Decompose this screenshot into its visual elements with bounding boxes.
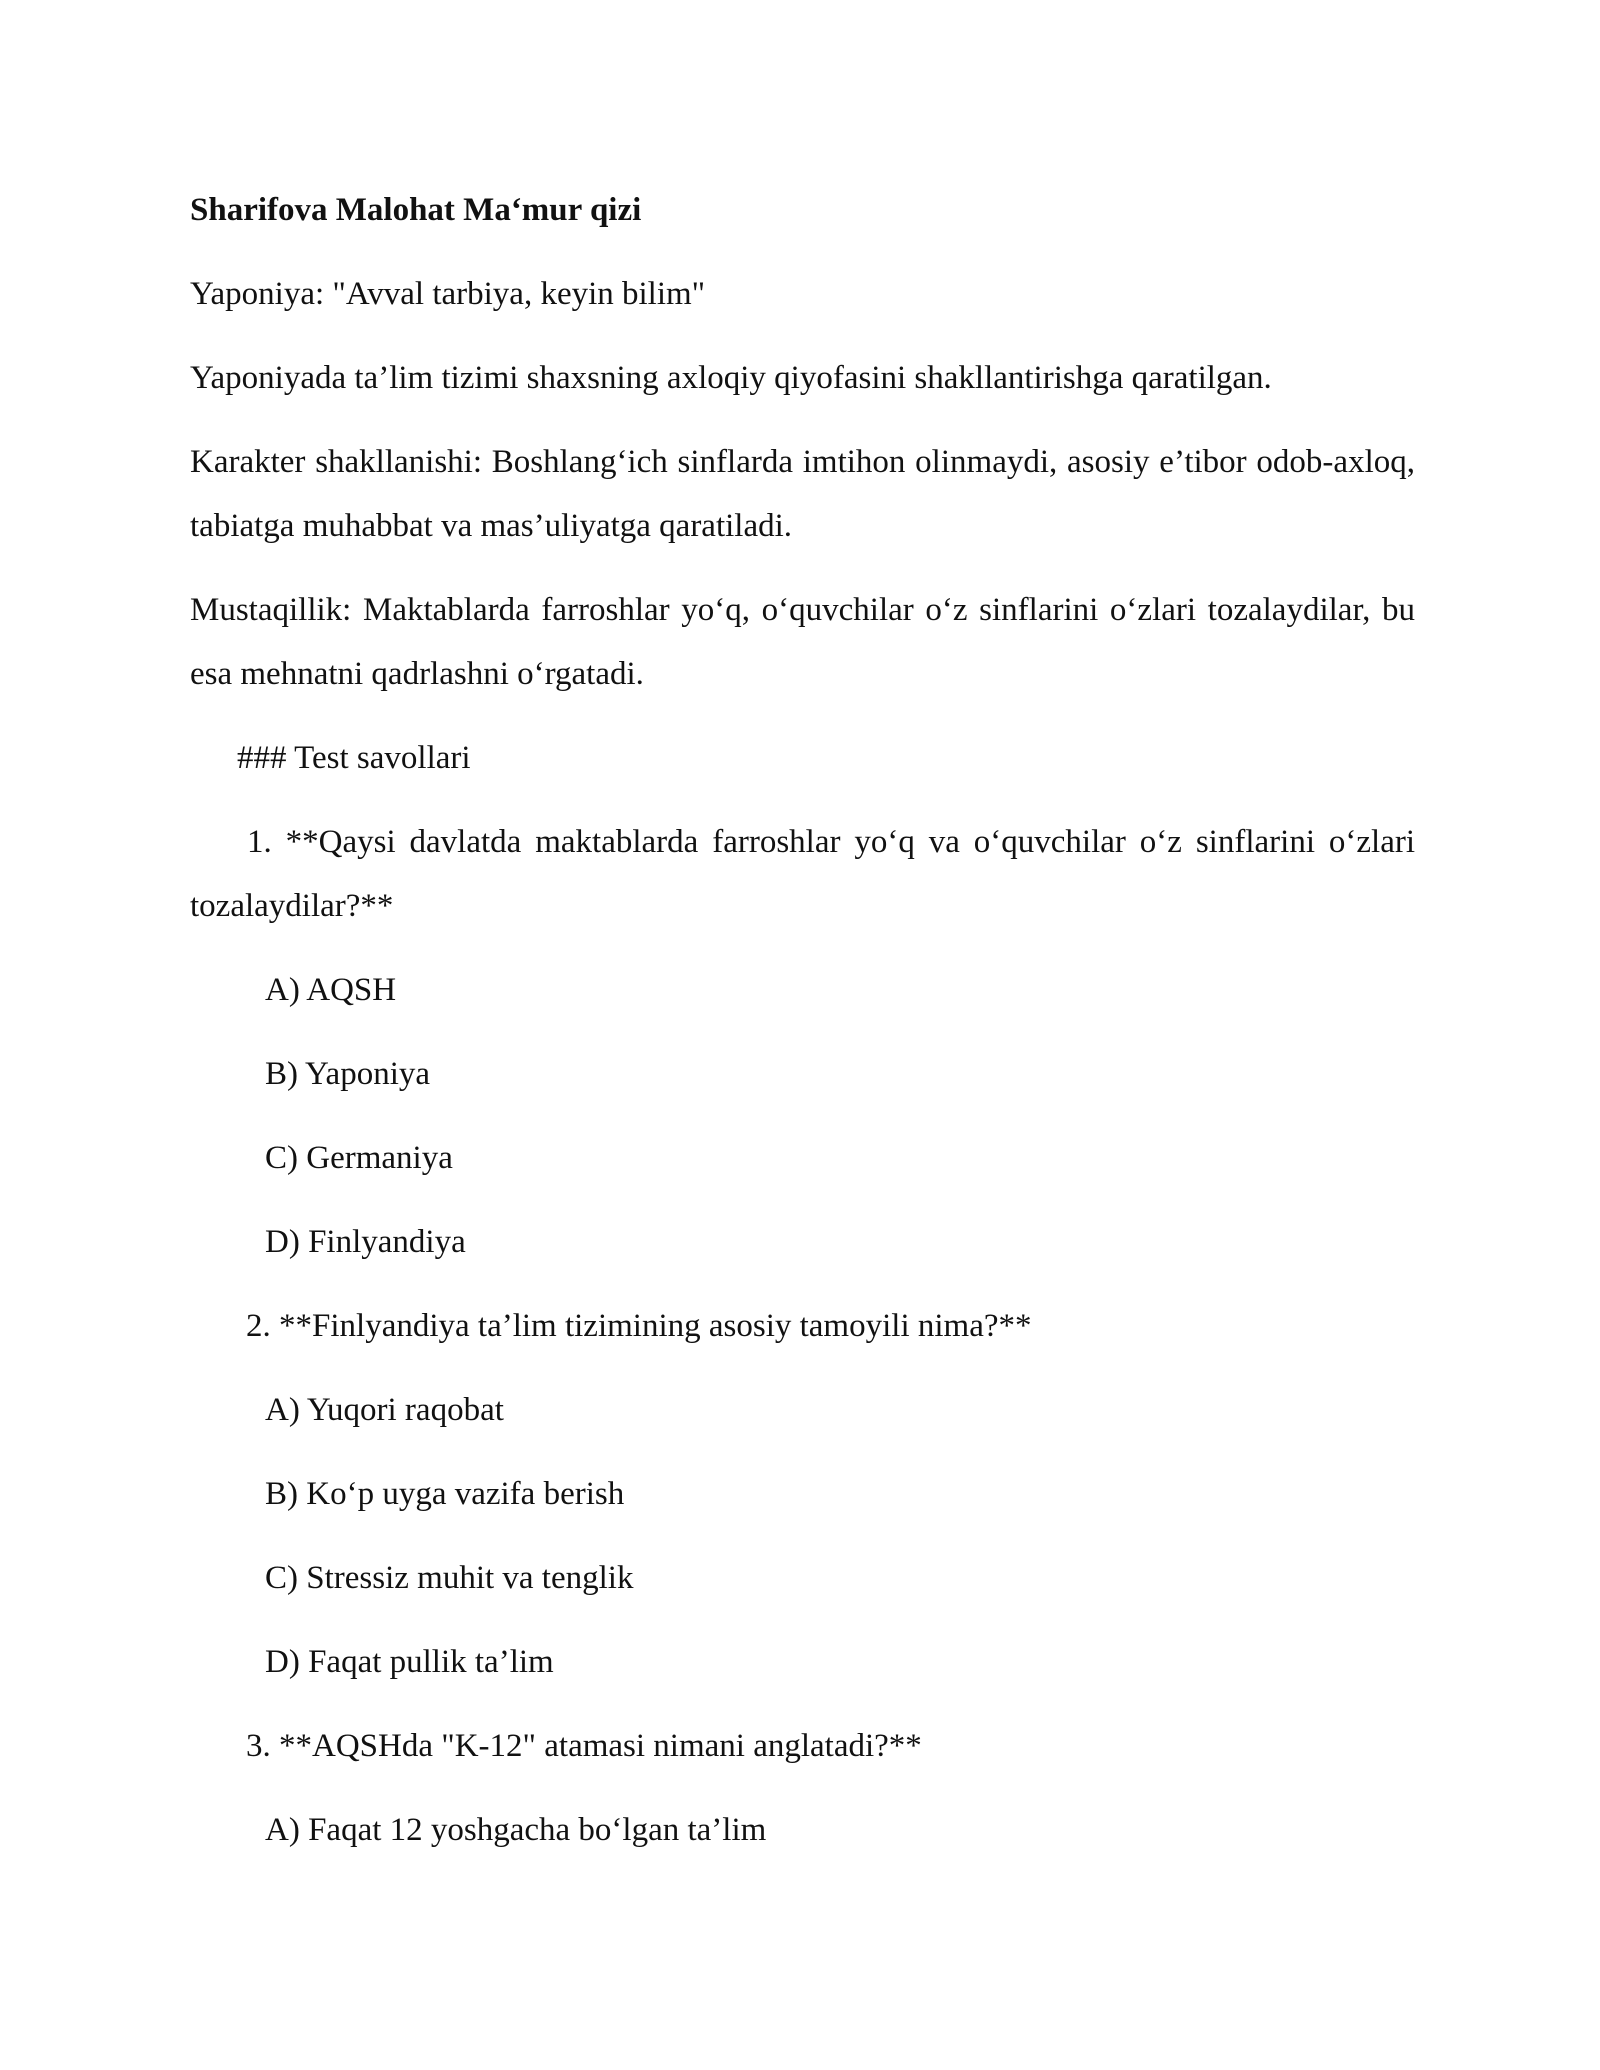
question-1-option-b: B) Yaponiya (265, 1056, 431, 1092)
question-1: 1. **Qaysi davlatda maktablarda farroshlar yoʻq va oʻquvchilar oʻz sinflarini oʻzlari tozalaydilar?** (190, 824, 1415, 924)
author-name: Sharifova Malohat Maʻmur qizi (190, 192, 642, 228)
question-2-option-c: C) Stressiz muhit va tenglik (265, 1560, 634, 1596)
section-heading: Yaponiya: "Avval tarbiya, keyin bilim" (190, 276, 706, 312)
question-2: 2. **Finlyandiya ta’lim tizimining asosiy tamoyili nima?** (246, 1308, 1032, 1344)
question-3-option-a: A) Faqat 12 yoshgacha boʻlgan ta’lim (265, 1812, 767, 1848)
question-2-option-b: B) Koʻp uyga vazifa berish (265, 1476, 625, 1512)
question-1-option-a: A) AQSH (265, 972, 397, 1008)
paragraph-intro: Yaponiyada ta’lim tizimi shaxsning axloqiy qiyofasini shakllantirishga qaratilgan. (190, 360, 1272, 396)
paragraph-independence: Mustaqillik: Maktablarda farroshlar yoʻq, oʻquvchilar oʻz sinflarini oʻzlari tozalaydilar, bu esa mehnatni qadrlashni oʻrgatadi. (190, 592, 1415, 692)
paragraph-character: Karakter shakllanishi: Boshlangʻich sinflarda imtihon olinmaydi, asosiy e’tibor odob-axloq, tabiatga muhabbat va mas’uliyatga qaratiladi. (190, 444, 1415, 544)
question-1-option-c: C) Germaniya (265, 1140, 453, 1176)
question-3: 3. **AQSHda "K-12" atamasi nimani anglatadi?** (246, 1728, 922, 1764)
test-heading: ### Test savollari (237, 740, 471, 776)
document-content (190, 178, 1415, 1882)
question-2-option-a: A) Yuqori raqobat (265, 1392, 504, 1428)
question-2-option-d: D) Faqat pullik ta’lim (265, 1644, 554, 1680)
question-1-option-d: D) Finlyandiya (265, 1224, 466, 1260)
